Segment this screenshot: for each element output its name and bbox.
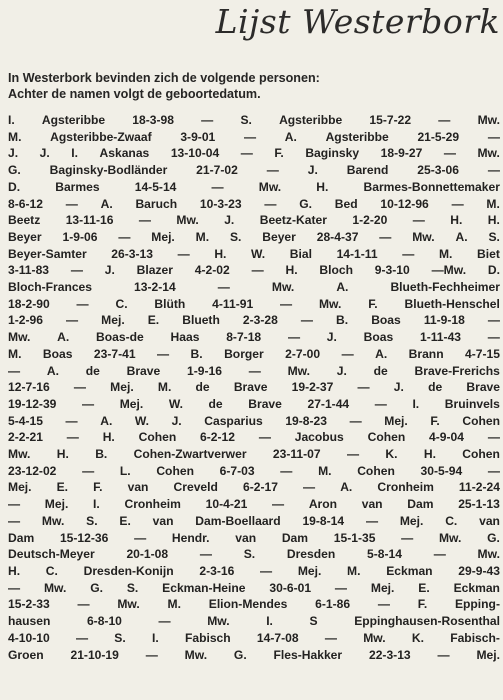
list-line: M. Agsteribbe-Zwaaf 3-9-01 — A. Agsteribbe 21-5-29 — — [8, 129, 500, 144]
list-line: 2-2-21 — H. Cohen 6-2-12 — Jacobus Cohen 4-9-04 — — [8, 430, 500, 445]
list-line: — Mw. G. S. Eckman-Heine 30-6-01 — Mej. E. Eckman — [8, 580, 500, 595]
list-line: Beyer 1-9-06 — Mej. M. S. Beyer 28-4-37 — Mw. A. S. — [8, 229, 500, 244]
list-line: — Mej. I. Cronheim 10-4-21 — Aron van Dam 25-1-13 — [8, 497, 500, 512]
list-line: Dam 15-12-36 — Hendr. van Dam 15-1-35 — Mw. G. — [8, 530, 500, 545]
intro-line: Achter de namen volgt de geboortedatum. — [8, 87, 261, 101]
list-line: J. J. I. Askanas 13-10-04 — F. Baginsky 18-9-27 — Mw. — [8, 146, 500, 161]
intro-text — [8, 70, 500, 102]
list-line: 18-2-90 — C. Blüth 4-11-91 — Mw. F. Blueth-Henschel — [8, 296, 500, 311]
list-line: 5-4-15 — A. W. J. Casparius 19-8-23 — Mej. F. Cohen — [8, 413, 500, 428]
list-line: Deutsch-Meyer 20-1-08 — S. Dresden 5-8-14 — Mw. — [8, 547, 500, 562]
list-line: 19-12-39 — Mej. W. de Brave 27-1-44 — I. Bruinvels — [8, 396, 500, 411]
list-line: 4-10-10 — S. I. Fabisch 14-7-08 — Mw. K. Fabisch- — [8, 630, 500, 645]
list-line: 12-7-16 — Mej. M. de Brave 19-2-37 — J. de Brave — [8, 380, 500, 395]
list-line: Bloch-Frances 13-2-14 — Mw. A. Blueth-Fechheimer — [8, 280, 500, 295]
list-line: — A. de Brave 1-9-16 — Mw. J. de Brave-Frerichs — [8, 363, 500, 378]
list-line: Beetz 13-11-16 — Mw. J. Beetz-Kater 1-2-20 — H. H. — [8, 213, 500, 228]
list-line: — Mw. S. E. van Dam-Boellaard 19-8-14 — Mej. C. van — [8, 513, 500, 528]
list-line: G. Baginsky-Bodländer 21-7-02 — J. Barend 25-3-06 — — [8, 163, 500, 178]
list-line: M. Boas 23-7-41 — B. Borger 2-7-00 — A. Brann 4-7-15 — [8, 346, 500, 361]
list-line: I. Agsteribbe 18-3-98 — S. Agsteribbe 15-7-22 — Mw. — [8, 113, 500, 127]
list-line: 3-11-83 — J. Blazer 4-2-02 — H. Bloch 9-3-10 —Mw. D. — [8, 263, 500, 278]
list-line: hausen 6-8-10 — Mw. I. S Eppinghausen-Rosenthal — [8, 614, 500, 629]
intro-line: In Westerbork bevinden zich de volgende personen: — [8, 71, 320, 85]
list-line: D. Barmes 14-5-14 — Mw. H. Barmes-Bonnettemaker — [8, 179, 500, 194]
list-line: Groen 21-10-19 — Mw. G. Fles-Hakker 22-3-13 — Mej. — [8, 647, 500, 662]
list-line: Mw. H. B. Cohen-Zwartverwer 23-11-07 — K. H. Cohen — [8, 447, 500, 462]
list-line: 8-6-12 — A. Baruch 10-3-23 — G. Bed 10-12-96 — M. — [8, 196, 500, 211]
list-line: 1-2-96 — Mej. E. Blueth 2-3-28 — B. Boas 11-9-18 — — [8, 313, 500, 328]
name-list — [8, 112, 500, 663]
article-title: Lijst Westerbork — [215, 2, 500, 41]
list-line: 23-12-02 — L. Cohen 6-7-03 — M. Cohen 30-5-94 — — [8, 463, 500, 478]
list-line: Mw. A. Boas-de Haas 8-7-18 — J. Boas 1-11-43 — — [8, 330, 500, 345]
list-line: 15-2-33 — Mw. M. Elion-Mendes 6-1-86 — F. Epping- — [8, 597, 500, 612]
list-line: Mej. E. F. van Creveld 6-2-17 — A. Cronheim 11-2-24 — [8, 480, 500, 495]
list-line: Beyer-Samter 26-3-13 — H. W. Bial 14-1-11 — M. Biet — [8, 246, 500, 261]
list-line: H. C. Dresden-Konijn 2-3-16 — Mej. M. Eckman 29-9-43 — [8, 563, 500, 578]
